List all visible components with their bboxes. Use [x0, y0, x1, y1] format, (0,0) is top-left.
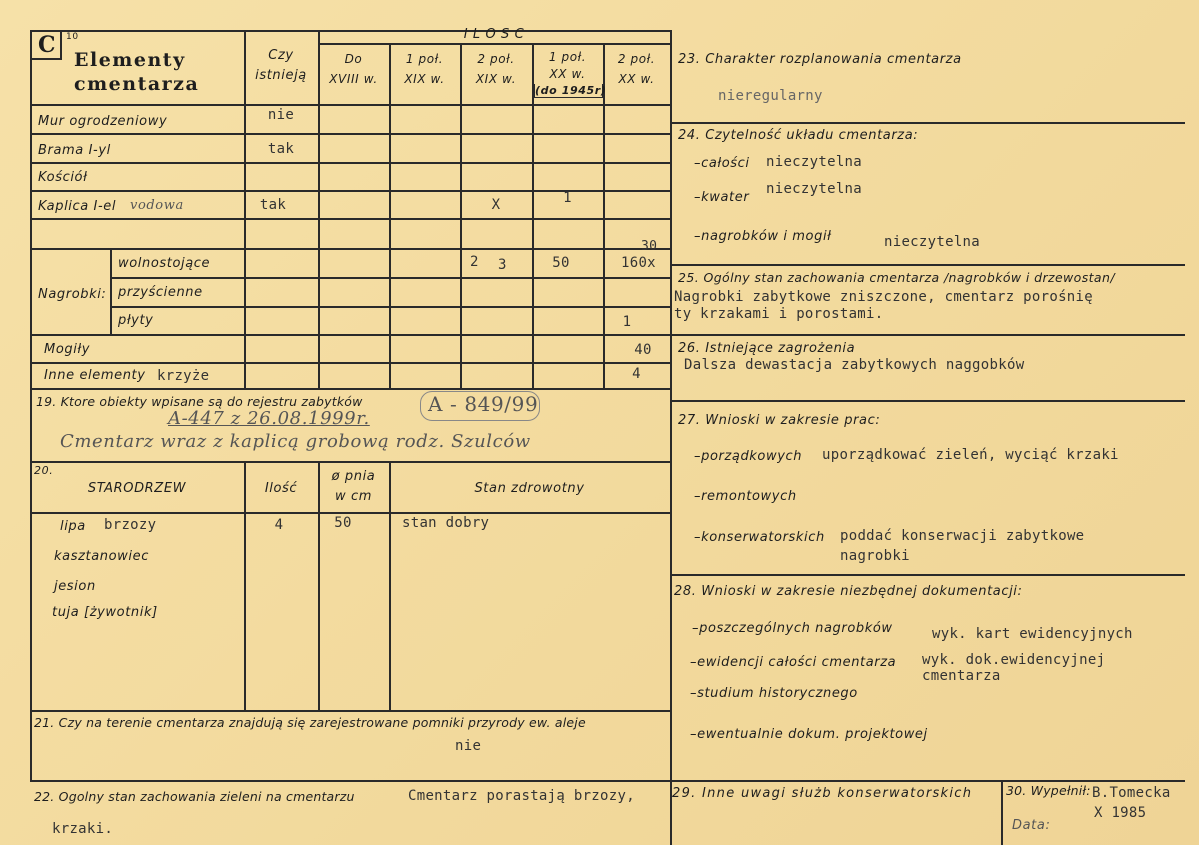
row-label: Mur ogrodzeniowy	[38, 114, 168, 129]
row-label: płyty	[118, 313, 154, 328]
s29-label: 29. Inne uwagi służb konserwatorskich	[672, 786, 973, 801]
s19-label: 19. Ktore obiekty wpisane są do rejestru zabytków	[36, 394, 363, 409]
s28-ewidencji-value: wyk. dok.ewidencyjnej	[922, 652, 1106, 668]
s28-poszczegolnych-value: wyk. kart ewidencyjnych	[932, 626, 1133, 642]
s20-header-ilosc: Ilość	[264, 481, 298, 496]
rule	[30, 362, 670, 364]
tree-name: jesion	[54, 579, 96, 594]
row-value: nie	[267, 107, 295, 123]
tree-name: tuja [żywotnik]	[52, 605, 158, 620]
s20-header-stan: Stan zdrowotny	[474, 481, 585, 496]
row-label: wolnostojące	[118, 256, 211, 271]
col-header: (do 1945r)	[535, 84, 607, 97]
s21-value: nie	[455, 738, 482, 754]
tree-state: stan dobry	[402, 515, 490, 531]
row-label: Kościół	[38, 170, 88, 185]
s27-label: 27. Wnioski w zakresie prac:	[678, 413, 881, 428]
s28-poszczegolnych: –poszczególnych nagrobków	[692, 621, 893, 636]
rule	[110, 248, 112, 334]
s19-handwritten-object: Cmentarz wraz z kaplicą grobową rodz. Szulców	[60, 431, 531, 452]
s28-label: 28. Wnioski w zakresie niezbędnej dokumentacji:	[674, 584, 1023, 599]
header-czy: Czy	[268, 48, 294, 63]
cell-value: 2	[470, 254, 479, 270]
s25-value: Nagrobki zabytkowe zniszczone, cmentarz porośnię	[674, 289, 1093, 305]
rule	[460, 43, 462, 388]
rule	[30, 388, 670, 390]
cell-value: X	[491, 197, 501, 213]
row-label: Mogiły	[44, 342, 91, 357]
rule	[389, 461, 391, 710]
row-label: Nagrobki:	[38, 287, 107, 302]
s27-porzadkowych: –porządkowych	[694, 449, 803, 464]
rule	[30, 104, 670, 106]
col-header: 2 poł.	[477, 52, 515, 66]
s27-remontowych: –remontowych	[694, 489, 797, 504]
col-header: XX w.	[549, 67, 586, 81]
s27-konserwatorskich: –konserwatorskich	[694, 530, 825, 545]
rule	[30, 710, 670, 712]
rule	[30, 512, 670, 514]
row-label: Inne elementy	[44, 368, 146, 383]
s21-label: 21. Czy na terenie cmentarza znajdują się zarejestrowane pomniki przyrody ew. aleje	[34, 715, 586, 730]
col-header: XX w.	[618, 72, 655, 86]
header-ilosc: I L O S C	[463, 27, 525, 42]
col-header: 2 poł.	[617, 52, 656, 66]
s24-calosci: –całości	[694, 156, 750, 171]
col-header: Do	[344, 52, 363, 66]
s24-label: 24. Czytelność układu cmentarza:	[678, 128, 919, 143]
s27-porzadkowych-value: uporządkować zieleń, wyciąć krzaki	[822, 447, 1119, 463]
s22-value: krzaki.	[52, 821, 114, 837]
s24-nagrobkow-value: nieczytelna	[884, 234, 981, 250]
col-header: 1 poł.	[548, 50, 587, 64]
s30-data-label: Data:	[1012, 818, 1051, 833]
header-istnieja: istnieją	[255, 68, 307, 83]
row-value: tak	[259, 197, 287, 213]
s24-kwater: –kwater	[694, 190, 750, 205]
s27-konserwatorskich-value: nagrobki	[840, 548, 910, 564]
rule	[670, 574, 1185, 576]
s30-value: B.Tomecka	[1092, 785, 1171, 801]
s28-ewidencji: –ewidencji całości cmentarza	[690, 655, 897, 670]
rule	[30, 461, 670, 463]
row-label: Brama I-yl	[38, 143, 111, 158]
s28-studium: –studium historycznego	[690, 686, 858, 701]
rule	[670, 334, 1185, 336]
s24-calosci-value: nieczytelna	[766, 154, 863, 170]
s19-handwritten-date: A-447 z 26.08.1999r.	[168, 408, 370, 429]
s28-ewentualnie: –ewentualnie dokum. projektowej	[690, 727, 928, 742]
cell-value: 1	[563, 190, 572, 206]
rule	[670, 400, 1185, 402]
rule	[670, 122, 1185, 124]
cell-value: 160x	[621, 255, 656, 271]
rule	[389, 43, 391, 388]
rule	[30, 248, 670, 250]
col-header: XIX w.	[404, 72, 445, 86]
s28-ewidencji-value: cmentarza	[922, 668, 1001, 684]
tree-qty: 4	[274, 517, 284, 533]
s20-header-pnia: ø pnia	[331, 469, 376, 484]
rule	[30, 780, 1185, 782]
s24-nagrobkow: –nagrobków i mogił	[694, 229, 832, 244]
card-letter: C	[38, 32, 58, 58]
row-label: Kaplica I-el	[38, 199, 117, 214]
title-line2: cmentarza	[74, 73, 200, 95]
row-label: przyścienne	[118, 285, 203, 300]
s23-value: nieregularny	[718, 88, 823, 104]
s20-header-cm: w cm	[335, 489, 372, 504]
tree-name: kasztanowiec	[54, 549, 149, 564]
card-number: 10	[66, 32, 79, 42]
handwritten-note: vodowa	[130, 198, 184, 213]
tree-name: lipa	[60, 519, 86, 534]
cell-value: 1	[622, 314, 632, 330]
cell-value: 3	[498, 257, 507, 273]
s30-data-value: X 1985	[1094, 805, 1147, 821]
cell-value: 50	[552, 255, 570, 271]
s27-konserwatorskich-value: poddać konserwacji zabytkowe	[840, 528, 1085, 544]
col-header: XVIII w.	[329, 72, 378, 86]
s26-label: 26. Istniejące zagrożenia	[678, 341, 856, 356]
col-header: 1 poł.	[405, 52, 444, 66]
cell-value: 4	[632, 366, 641, 382]
rule	[30, 162, 670, 164]
cell-value: 30	[641, 239, 658, 254]
s22-label: 22. Ogolny stan zachowania zieleni na cmentarzu	[34, 789, 355, 804]
rule	[670, 30, 672, 845]
s25-label: 25. Ogólny stan zachowania cmentarza /nagrobków i drzewostan/	[678, 270, 1115, 285]
s20-num: 20.	[34, 464, 54, 477]
s24-kwater-value: nieczytelna	[766, 181, 863, 197]
s25-value: ty krzakami i porostami.	[674, 306, 884, 322]
row-value: tak	[267, 141, 295, 157]
s19-register-bracket	[420, 391, 540, 421]
tree-typed: brzozy	[104, 517, 157, 533]
s23-label: 23. Charakter rozplanowania cmentarza	[678, 52, 962, 67]
rule	[30, 133, 670, 135]
s22-value: Cmentarz porastają brzozy,	[408, 788, 635, 804]
rule	[30, 218, 670, 220]
s30-label: 30. Wypełnił:	[1006, 783, 1091, 798]
rule	[244, 461, 246, 710]
s26-value: Dalsza dewastacja zabytkowych naggobków	[684, 357, 1025, 373]
s19-register-number: A - 849/99	[428, 392, 539, 416]
rule	[30, 30, 32, 780]
s20-header-starodrzew: STARODRZEW	[87, 481, 187, 496]
rule	[670, 264, 1185, 266]
row-value: krzyże	[157, 368, 210, 384]
rule	[1001, 780, 1003, 845]
rule	[318, 43, 670, 45]
tree-dia: 50	[334, 515, 352, 531]
title-line1: Elementy	[74, 49, 186, 71]
rule	[30, 334, 670, 336]
col-header: XIX w.	[475, 72, 517, 86]
cell-value: 40	[634, 342, 652, 358]
